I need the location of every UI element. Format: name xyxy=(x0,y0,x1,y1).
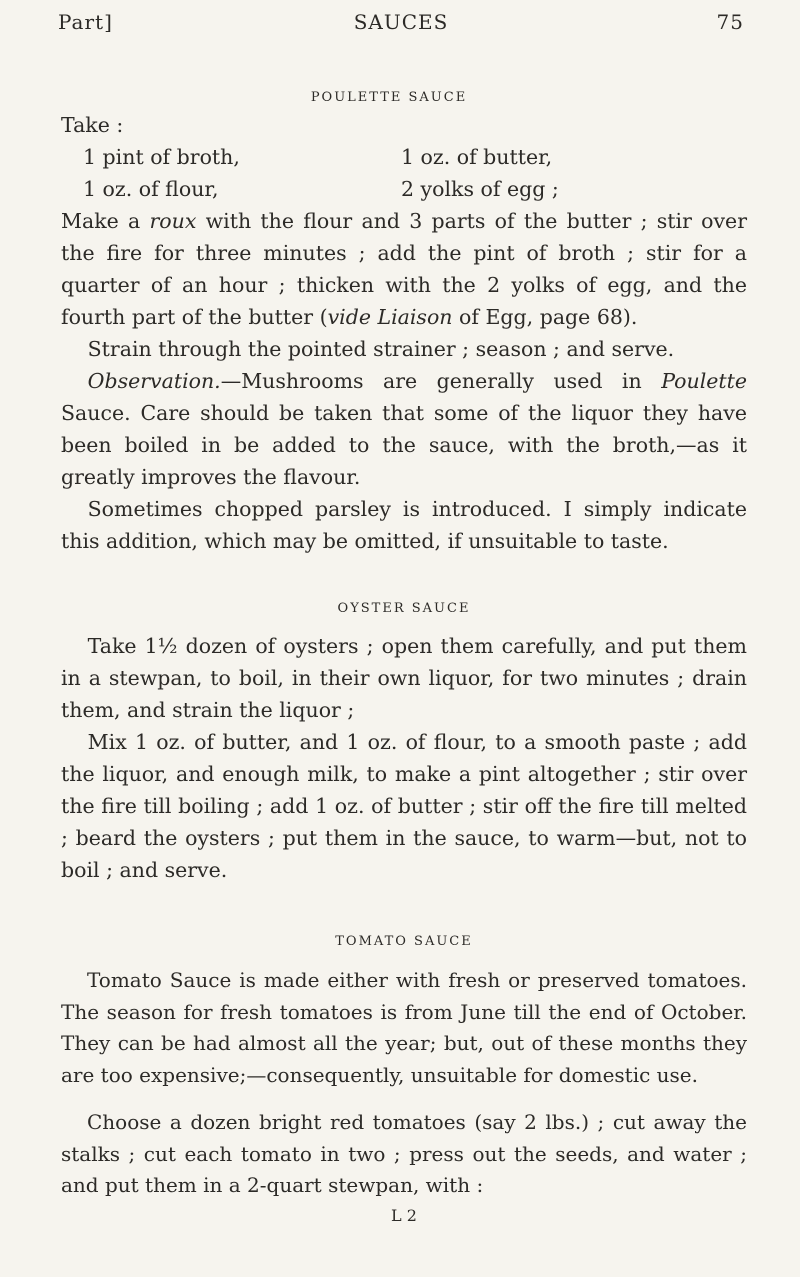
poulette-parsley-paragraph: Sometimes chopped parsley is introduced. I simply indicate this addition, which may be omitted, if unsuitable to taste. xyxy=(61,497,747,553)
italic-reference: vide Liaison xyxy=(327,305,453,329)
tomato-paragraph-2: Choose a dozen bright red tomatoes (say 2 lbs.) ; cut away the stalks ; cut each tomato in two ; press out the seeds, and water ; and put them in a 2-quart stewpan, with : xyxy=(61,1110,747,1197)
observation-label: Observation. xyxy=(87,369,221,393)
text-run: Sauce. Care should be taken that some of the liquor they have been boiled in be added to the sauce, with the broth,—as it greatly improves the flavour. xyxy=(61,401,747,489)
ingredient: 1 oz. of butter, xyxy=(401,145,553,169)
ingredient: 1 pint of broth, xyxy=(83,145,240,169)
poulette-strain-paragraph: Strain through the pointed strainer ; season ; and serve. xyxy=(87,337,675,361)
italic-term: roux xyxy=(149,209,197,233)
running-head-title: SAUCES xyxy=(353,10,449,34)
page-content xyxy=(61,90,747,1225)
ingredient: 2 yolks of egg ; xyxy=(401,177,559,201)
oyster-sauce-section xyxy=(61,601,747,886)
page-number: 75 xyxy=(716,10,744,34)
poulette-method-paragraph xyxy=(61,205,747,333)
tomato-paragraph-1: Tomato Sauce is made either with fresh or preserved tomatoes. The season for fresh tomatoes is from June till the end of October. They can be had almost all the year; but, out of these months they are too expensive;—consequently, unsuitable for domestic use. xyxy=(61,968,747,1087)
poulette-observation-paragraph xyxy=(61,365,747,493)
text-run: with the flour and 3 parts of the butter ; stir over the fire for three minutes ; add the pint of broth ; stir for a quarter of an hour ; thicken with the 2 yolks of egg, and the fourth part of the butter ( xyxy=(61,209,747,329)
running-head-part: Part] xyxy=(58,10,113,34)
take-label: Take : xyxy=(61,113,124,137)
signature-mark: L 2 xyxy=(391,1205,417,1225)
poulette-sauce-heading: POULETTE SAUCE xyxy=(310,90,468,105)
poulette-ingredients xyxy=(61,141,747,205)
tomato-sauce-heading: TOMATO SAUCE xyxy=(335,934,473,949)
italic-term: Poulette xyxy=(661,369,747,393)
text-run: of Egg, page 68). xyxy=(452,305,638,329)
oyster-paragraph-1: Take 1½ dozen of oysters ; open them carefully, and put them in a stewpan, to boil, in their own liquor, for two minutes ; drain them, and strain the liquor ; xyxy=(61,634,747,722)
oyster-sauce-heading: OYSTER SAUCE xyxy=(337,601,471,616)
running-head xyxy=(58,10,744,50)
text-run: Make a xyxy=(61,209,150,233)
poulette-sauce-section xyxy=(61,90,747,557)
oyster-paragraph-2: Mix 1 oz. of butter, and 1 oz. of flour, to a smooth paste ; add the liquor, and enough milk, to make a pint altogether ; stir over the fire till boiling ; add 1 oz. of butter ; stir off the fire till melted ; beard the oysters ; put them in the sauce, to warm—but, not to boil ; and serve. xyxy=(61,730,747,882)
ingredient: 1 oz. of flour, xyxy=(83,177,219,201)
text-run: —Mushrooms are generally used in xyxy=(220,369,662,393)
tomato-sauce-section xyxy=(61,934,747,1202)
